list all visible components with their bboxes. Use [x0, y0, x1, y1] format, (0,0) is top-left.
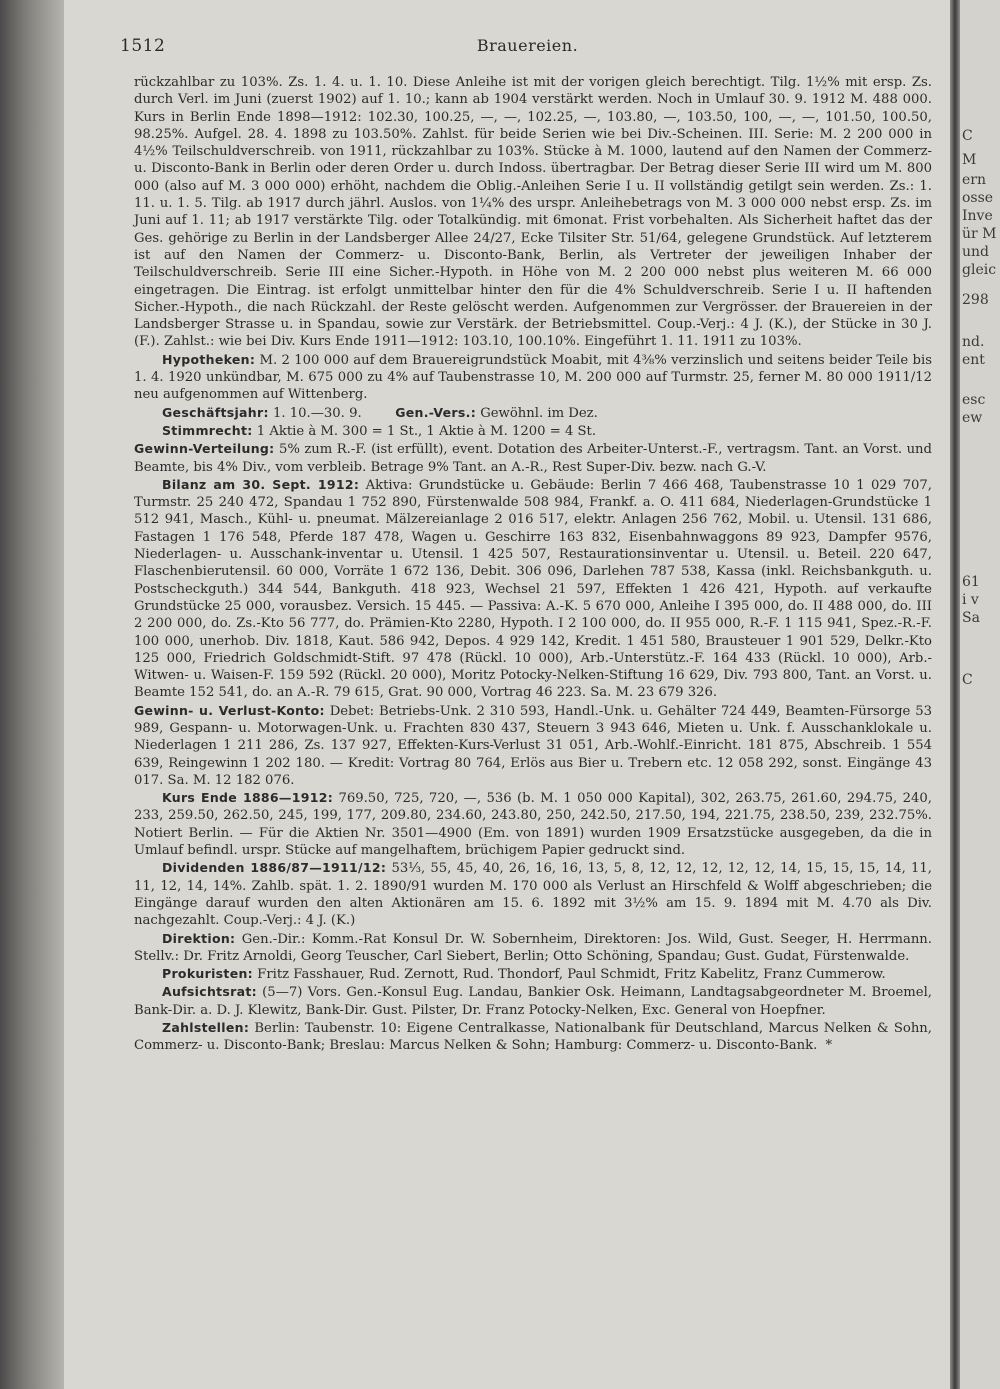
section-aufsichtsrat	[134, 983, 932, 1019]
section-zahlstellen	[134, 1019, 932, 1055]
section-label: Prokuristen:	[162, 966, 253, 982]
section-label-gen-vers: Gen.-Vers.:	[395, 404, 476, 420]
adjacent-text-fragment: ent	[962, 352, 985, 368]
section-label: Aufsichtsrat:	[162, 984, 257, 1000]
section-label: Dividenden 1886/87—1911/12:	[162, 860, 387, 876]
adjacent-text-fragment: M	[962, 152, 977, 168]
section-gewinn-verteilung	[134, 440, 932, 476]
section-text-gen-vers: Gewöhnl. im Dez.	[480, 405, 598, 421]
section-dividenden	[134, 859, 932, 929]
section-geschaeftsjahr	[134, 404, 932, 422]
adjacent-text-fragment: esc	[962, 392, 986, 408]
paragraph-text: rückzahlbar zu 103%. Zs. 1. 4. u. 1. 10. Diese Anleihe ist mit der vorigen gleich berechtigt. Tilg. 1½% mit ersp. Zs. durch Verl. im Juni (zuerst 1902) auf 1. 10.; kann ab 1904 verstärkt werden. Noch in Umlauf 30. 9. 1912 M. 488 000. Kurs in Berlin Ende 1898—1912: 102.30, 100.25, —, —, 102.25, —, 103.80, —, 103.50, 100, —, —, 101.50, 100.50, 98.25%. Aufgel. 28. 4. 1898 zu 103.50%. Zahlst. für beide Serien wie bei Div.-Scheinen. III. Serie: M. 2 200 000 in 4½% Teilschuldverschreib. von 1911, rückzahlbar zu 103%. Stücke à M. 1000, lautend auf den Namen der Commerz- u. Disconto-Bank in Berlin oder deren Order u. durch Indoss. übertragbar. Der Betrag dieser Serie III wird um M. 800 000 (also auf M. 3 000 000) erhöht, nachdem die Oblig.-Anleihen Serie I u. II vollständig getilgt sein werden. Zs.: 1. 11. u. 1. 5. Tilg. ab 1917 durch jährl. Auslos. von 1¼% des urspr. Anleihebetrags von M. 3 000 000 nebst ersp. Zs. im Juni auf 1. 11; ab 1917 verstärkte Tilg. oder Totalkündig. mit 6monat. Frist vorbehalten. Als Sicherheit haftet das der Ges. gehörige zu Berlin in der Landsberger Allee 24/27, Ecke Tilsiter Str. 51/64, gelegene Grundstück. Auf letzterem ist auf den Namen der Commerz- u. Disconto-Bank, Berlin, als Vertreter der jeweiligen Inhaber der Teilschuldverschreib. Serie III eine Sicher.-Hypoth. in Höhe von M. 2 200 000 nebst plus weiteren M. 66 000 eingetragen. Die Eintrag. ist erfolgt unmittelbar hinter den für die 4% Schuldverschreib. Serie I u. II haftenden Sicher.-Hypoth., die nach Rückzahl. der Reste gelöscht werden. Aufgenommen zur Vergrösser. der Brauereien in der Landsberger Strasse u. in Spandau, sowie zur Verstärk. der Betriebsmittel. Coup.-Verj.: 4 J. (K.), der Stücke in 30 J. (F.). Zahlst.: wie bei Div. Kurs Ende 1911—1912: 103.10, 100.10%. Eingeführt 1. 11. 1911 zu 103%.	[134, 75, 932, 350]
adjacent-text-fragment: nd.	[962, 334, 985, 350]
adjacent-text-fragment: und	[962, 244, 989, 260]
section-text: 769.50, 725, 720, —, 536 (b. M. 1 050 000 Kapital), 302, 263.75, 261.60, 294.75, 240, 233, 259.50, 262.50, 245, 199, 177, 209.80, 234.60, 243.80, 250, 242.50, 217.50, 194, 221.75, 238.50, 239, 232.75%. Notiert Berlin. — Für die Aktien Nr. 3501—4900 (Em. von 1891) wurden 1909 Ersatzstücke ausgegeben, da die in Umlauf befindl. urspr. Stücke auf mangelhaftem, brüchigem Papier gedruckt sind.	[134, 791, 932, 859]
section-text: Debet: Betriebs-Unk. 2 310 593, Handl.-Unk. u. Gehälter 724 449, Beamten-Fürsorge 53 989, Gespann- u. Motorwagen-Unk. u. Frachten 830 437, Steuern 3 943 646, Mieten u. Unk. f. Ausschanklokale u. Niederlagen 1 211 286, Zs. 137 927, Effekten-Kurs-Verlust 31 051, Arb.-Wohlf.-Einricht. 181 875, Abschreib. 1 554 639, Reingewinn 1 202 180. — Kredit: Vortrag 80 764, Erlös aus Bier u. Trebern etc. 12 058 292, sonst. Eingänge 43 017. Sa. M. 12 182 076.	[134, 703, 933, 788]
section-label: Zahlstellen:	[162, 1020, 250, 1036]
section-text: Aktiva: Grundstücke u. Gebäude: Berlin 7 466 468, Taubenstrasse 10 1 029 707, Turmstr. 25 240 472, Spandau 1 752 890, Fürstenwalde 508 984, Frankf. a. O. 411 684, Niederlagen-Grundstücke 1 512 941, Masch., Kühl- u. pneumat. Mälzereianlage 2 016 517, elektr. Anlagen 256 762, Mobil. u. Utensil. 131 686, Fastagen 1 176 548, Pferde 187 478, Wagen u. Geschirre 163 832, Eisenbahnwaggons 89 923, Dampfer 9576, Niederlagen- u. Ausschank-inventar u. Utensil. 1 425 507, Restaurationsinventar u. Utensil. u. Beteil. 220 647, Flaschenbierutensil. 60 000, Vorräte 1 672 136, Debit. 306 096, Darlehen 787 538, Kassa (inkl. Reichsbankguth. u. Postscheckguth.) 344 544, Bankguth. 418 923, Wechsel 21 597, Effekten 1 426 421, Hypoth. auf verkaufte Grundstücke 25 000, vorausbez. Versich. 15 445. — Passiva: A.-K. 5 670 000, Anleihe I 395 000, do. II 488 000, do. III 2 200 000, do. Zs.-Kto 56 777, do. Prämien-Kto 2280, Hypoth. I 2 100 000, do. II 955 000, R.-F. 1 115 941, Spez.-R.-F. 100 000, unerhob. Div. 1818, Kaut. 586 942, Depos. 4 929 142, Kredit. 1 451 580, Brausteuer 1 901 529, Delkr.-Kto 125 000, Friedrich Goldschmidt-Stift. 97 478 (Rückl. 10 000), Arb.-Unterstütz.-F. 164 433 (Rückl. 10 000), Arb.-Witwen- u. Waisen-F. 159 592 (Rückl. 20 000), Moritz Potocky-Nelken-Stiftung 16 629, Div. 793 800, Tant. an Vorst. u. Beamte 152 541, do. an A.-R. 79 615, Grat. 90 000, Vortrag 46 223. Sa. M. 23 679 326.	[134, 477, 932, 701]
paragraph-continuation	[134, 74, 932, 351]
section-text: 53⅓, 55, 45, 40, 26, 16, 16, 13, 5, 8, 12, 12, 12, 12, 12, 14, 15, 15, 15, 14, 11, 11, 12, 14, 14%. Zahlb. spät. 1. 2. 1890/91 wurden M. 170 000 als Verlust an Hirschfeld & Wolff abgeschrieben; die Eingänge darauf wurden den alten Aktionären am 15. 6. 1892 mit 3½% am 15. 9. 1894 mit M. 4.70 als Div. nachgezahlt. Coup.-Verj.: 4 J. (K.)	[134, 861, 932, 929]
section-hypotheken	[134, 351, 932, 404]
adjacent-text-fragment: gleic	[962, 262, 997, 278]
section-label: Kurs Ende 1886—1912:	[162, 790, 334, 806]
section-text: 1. 10.—30. 9.	[272, 405, 362, 421]
adjacent-page-edge	[960, 0, 1000, 1389]
section-text: (5—7) Vors. Gen.-Konsul Eug. Landau, Bankier Osk. Heimann, Landtagsabgeordneter M. Broemel, Bank-Dir. a. D. J. Klewitz, Bank-Dir. Gust. Pilster, Dr. Franz Potocky-Nelken, Exc. General von Hoepfner.	[134, 985, 932, 1018]
footnote-star: *	[825, 1038, 833, 1054]
adjacent-text-fragment: i v	[962, 592, 979, 608]
section-label: Hypotheken:	[162, 351, 256, 367]
section-bilanz	[134, 476, 932, 702]
adjacent-text-fragment: osse	[962, 190, 994, 206]
section-label: Gewinn-Verteilung:	[134, 441, 275, 457]
section-label: Stimmrecht:	[162, 422, 253, 438]
section-gewinn-verlust	[134, 702, 932, 789]
page-header	[120, 36, 935, 60]
section-direktion	[134, 930, 932, 966]
section-text: Fritz Fasshauer, Rud. Zernott, Rud. Thondorf, Paul Schmidt, Fritz Kabelitz, Franz Cummerow.	[257, 967, 886, 983]
document-body	[134, 74, 932, 1055]
adjacent-text-fragment: C	[962, 672, 973, 688]
page-number: 1512	[120, 36, 166, 56]
section-text: Gen.-Dir.: Komm.-Rat Konsul Dr. W. Sobernheim, Direktoren: Jos. Wild, Gust. Seeger, H. Herrmann. Stellv.: Dr. Fritz Arnoldi, Georg Teuscher, Carl Siebert, Berlin; Otto Schöning, Spandau; Gust. Gudat, Fürstenwalde.	[134, 931, 932, 964]
adjacent-text-fragment: ür M	[962, 226, 997, 242]
section-kurs	[134, 789, 932, 859]
section-stimmrecht	[134, 422, 932, 440]
section-text: 1 Aktie à M. 300 = 1 St., 1 Aktie à M. 1200 = 4 St.	[256, 423, 597, 439]
adjacent-text-fragment: Inve	[962, 208, 993, 224]
running-head: Brauereien.	[476, 36, 579, 55]
section-label: Direktion:	[162, 930, 236, 946]
book-binding-edge	[0, 0, 64, 1389]
section-label: Gewinn- u. Verlust-Konto:	[134, 702, 325, 718]
section-text: M. 2 100 000 auf dem Brauereigrundstück Moabit, mit 4⅜% verzinslich und seitens beider Teile bis 1. 4. 1920 unkündbar, M. 675 000 zu 4% auf Taubenstrasse 10, M. 200 000 auf Turmstr. 25, ferner M. 80 000 1911/12 neu aufgenommen auf Wittenberg.	[134, 352, 932, 403]
adjacent-text-fragment: ew	[962, 410, 983, 426]
adjacent-text-fragment: ern	[962, 172, 986, 188]
page-gutter	[950, 0, 960, 1389]
section-text: Berlin: Taubenstr. 10: Eigene Centralkasse, Nationalbank für Deutschland, Marcus Nelken & Sohn, Commerz- u. Disconto-Bank; Breslau: Marcus Nelken & Sohn; Hamburg: Commerz- u. Disconto-Bank.	[134, 1021, 932, 1054]
adjacent-text-fragment: Sa	[962, 610, 980, 626]
adjacent-text-fragment: C	[962, 128, 973, 144]
section-text: 5% zum R.-F. (ist erfüllt), event. Dotation des Arbeiter-Unterst.-F., vertragsm. Tant. an Vorst. und Beamte, bis 4% Div., vom verbleib. Betrage 9% Tant. an A.-R., Rest Super-Div. bezw. nach G.-V.	[134, 442, 932, 475]
adjacent-text-fragment: 61	[962, 574, 980, 590]
section-label: Geschäftsjahr:	[162, 404, 269, 420]
section-prokuristen	[134, 965, 932, 983]
section-label: Bilanz am 30. Sept. 1912:	[162, 476, 360, 492]
adjacent-text-fragment: 298	[962, 292, 989, 308]
